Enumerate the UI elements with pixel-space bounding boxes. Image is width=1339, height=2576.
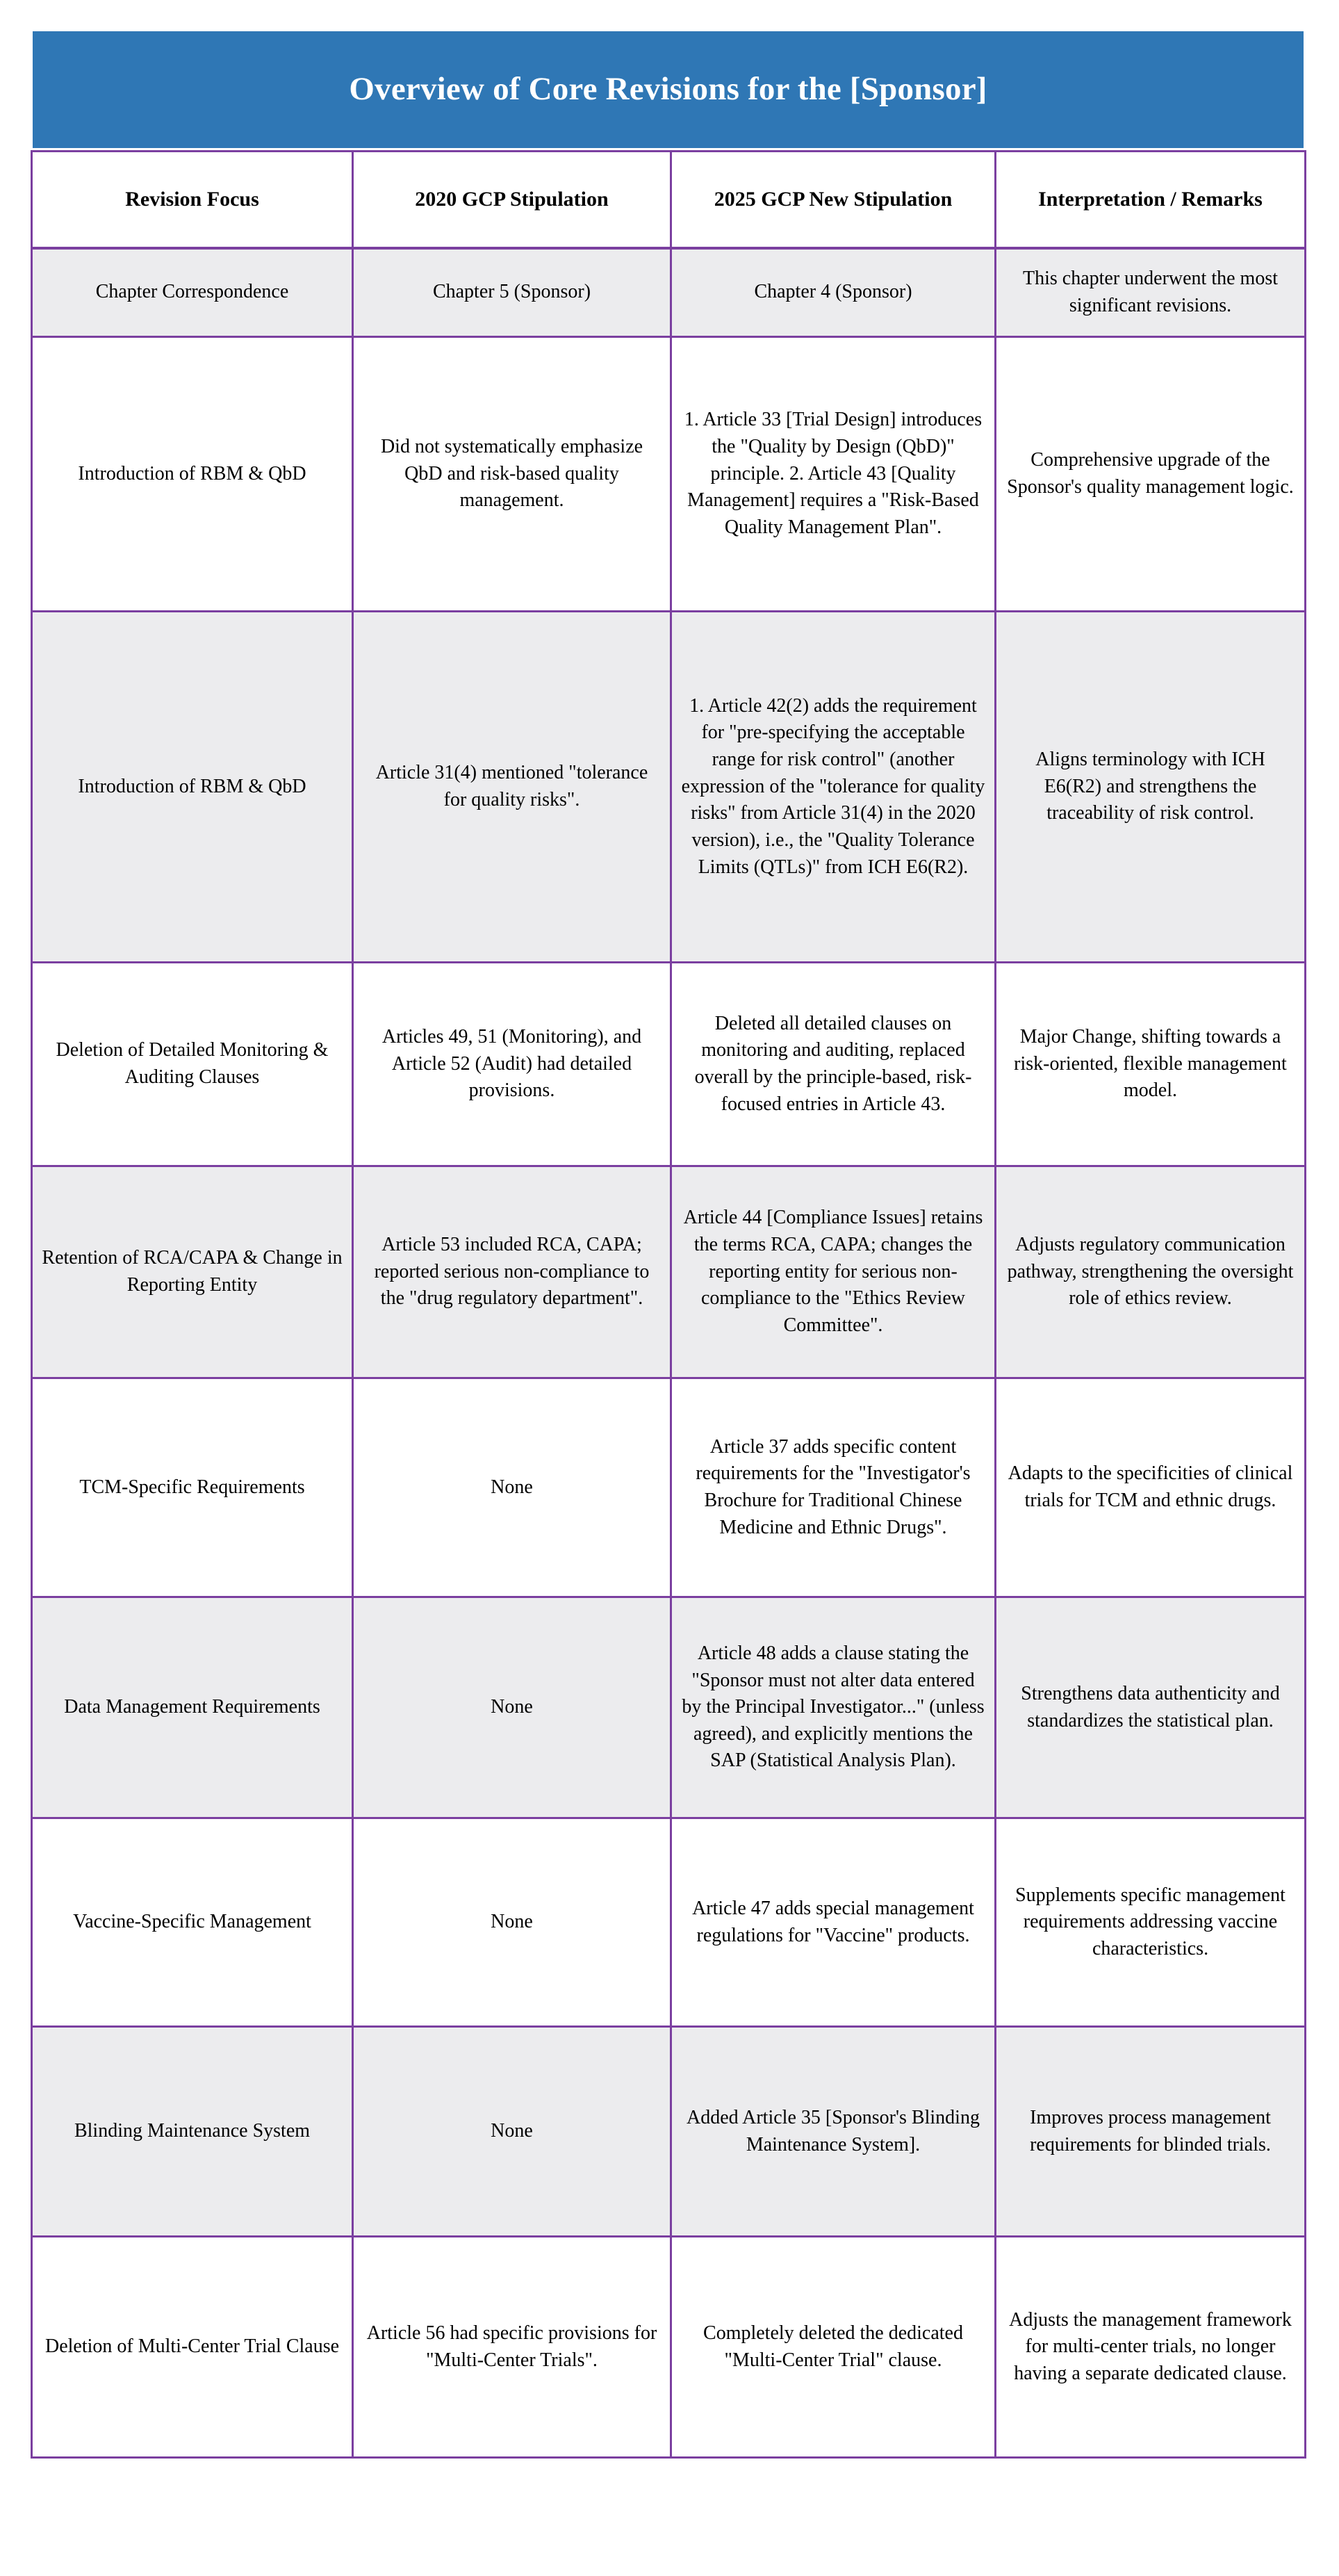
table-row — [32, 2027, 1306, 2237]
cell-revision-focus: Data Management Requirements — [32, 1597, 353, 1818]
cell-2020-gcp: Chapter 5 (Sponsor) — [353, 248, 671, 337]
cell-2025-gcp: 1. Article 42(2) adds the requirement for "pre-specifying the acceptable range for risk control" (another expression of the "tolerance for quality risks" from Article 31(4) in the 2020 version), i.e., the "Quality Tolerance Limits (QTLs)" from ICH E6(R2). — [671, 612, 996, 963]
cell-2025-gcp: Article 48 adds a clause stating the "Sponsor must not alter data entered by the Principal Investigator..." (unless agreed), and explicitly mentions the SAP (Statistical Analysis Plan). — [671, 1597, 996, 1818]
cell-revision-focus: Deletion of Multi-Center Trial Clause — [32, 2237, 353, 2458]
column-header-interpretation: Interpretation / Remarks — [996, 152, 1306, 248]
table-row — [32, 1597, 1306, 1818]
title-banner — [33, 31, 1304, 148]
cell-revision-focus: Introduction of RBM & QbD — [32, 337, 353, 612]
cell-2025-gcp: Article 44 [Compliance Issues] retains the terms RCA, CAPA; changes the reporting entity for serious non-compliance to the "Ethics Review Committee". — [671, 1166, 996, 1378]
cell-revision-focus: Vaccine-Specific Management — [32, 1818, 353, 2027]
page-title: Overview of Core Revisions for the [Sponsor] — [349, 71, 987, 108]
cell-interpretation: Adjusts the management framework for multi-center trials, no longer having a separate dedicated clause. — [996, 2237, 1306, 2458]
cell-2025-gcp: Completely deleted the dedicated "Multi-Center Trial" clause. — [671, 2237, 996, 2458]
cell-2020-gcp: Article 56 had specific provisions for "Multi-Center Trials". — [353, 2237, 671, 2458]
header-row — [32, 152, 1306, 248]
table-header — [32, 152, 1306, 248]
cell-2025-gcp: Chapter 4 (Sponsor) — [671, 248, 996, 337]
cell-interpretation: Adjusts regulatory communication pathway, strengthening the oversight role of ethics review. — [996, 1166, 1306, 1378]
table-row — [32, 1378, 1306, 1597]
cell-2020-gcp: Article 53 included RCA, CAPA; reported serious non-compliance to the "drug regulatory department". — [353, 1166, 671, 1378]
cell-2025-gcp: Article 47 adds special management regulations for "Vaccine" products. — [671, 1818, 996, 2027]
cell-revision-focus: Blinding Maintenance System — [32, 2027, 353, 2237]
cell-revision-focus: Retention of RCA/CAPA & Change in Reporting Entity — [32, 1166, 353, 1378]
column-header-revision-focus: Revision Focus — [32, 152, 353, 248]
table-row — [32, 1818, 1306, 2027]
core-revisions-table — [31, 150, 1306, 2459]
cell-2020-gcp: None — [353, 2027, 671, 2237]
column-header-2025-gcp: 2025 GCP New Stipulation — [671, 152, 996, 248]
cell-interpretation: Strengthens data authenticity and standardizes the statistical plan. — [996, 1597, 1306, 1818]
cell-interpretation: This chapter underwent the most significant revisions. — [996, 248, 1306, 337]
table-body — [32, 248, 1306, 2458]
cell-interpretation: Adapts to the specificities of clinical trials for TCM and ethnic drugs. — [996, 1378, 1306, 1597]
table-row — [32, 337, 1306, 612]
cell-interpretation: Supplements specific management requirements addressing vaccine characteristics. — [996, 1818, 1306, 2027]
cell-2020-gcp: None — [353, 1818, 671, 2027]
cell-2025-gcp: Added Article 35 [Sponsor's Blinding Maintenance System]. — [671, 2027, 996, 2237]
cell-2020-gcp: None — [353, 1378, 671, 1597]
cell-2020-gcp: None — [353, 1597, 671, 1818]
cell-revision-focus: Introduction of RBM & QbD — [32, 612, 353, 963]
cell-revision-focus: TCM-Specific Requirements — [32, 1378, 353, 1597]
table-row — [32, 2237, 1306, 2458]
cell-2020-gcp: Did not systematically emphasize QbD and risk-based quality management. — [353, 337, 671, 612]
cell-2025-gcp: 1. Article 33 [Trial Design] introduces the "Quality by Design (QbD)" principle. 2. Article 43 [Quality Management] requires a "Risk-Based Quality Management Plan". — [671, 337, 996, 612]
column-header-2020-gcp: 2020 GCP Stipulation — [353, 152, 671, 248]
cell-2025-gcp: Deleted all detailed clauses on monitoring and auditing, replaced overall by the principle-based, risk-focused entries in Article 43. — [671, 963, 996, 1166]
table-row — [32, 248, 1306, 337]
table-row — [32, 612, 1306, 963]
cell-revision-focus: Chapter Correspondence — [32, 248, 353, 337]
cell-2025-gcp: Article 37 adds specific content requirements for the "Investigator's Brochure for Traditional Chinese Medicine and Ethnic Drugs". — [671, 1378, 996, 1597]
table-row — [32, 1166, 1306, 1378]
cell-interpretation: Major Change, shifting towards a risk-oriented, flexible management model. — [996, 963, 1306, 1166]
cell-revision-focus: Deletion of Detailed Monitoring & Auditing Clauses — [32, 963, 353, 1166]
cell-interpretation: Aligns terminology with ICH E6(R2) and strengthens the traceability of risk control. — [996, 612, 1306, 963]
cell-interpretation: Improves process management requirements for blinded trials. — [996, 2027, 1306, 2237]
cell-interpretation: Comprehensive upgrade of the Sponsor's quality management logic. — [996, 337, 1306, 612]
revisions-table-container — [31, 150, 1304, 2459]
cell-2020-gcp: Article 31(4) mentioned "tolerance for quality risks". — [353, 612, 671, 963]
cell-2020-gcp: Articles 49, 51 (Monitoring), and Article 52 (Audit) had detailed provisions. — [353, 963, 671, 1166]
table-row — [32, 963, 1306, 1166]
